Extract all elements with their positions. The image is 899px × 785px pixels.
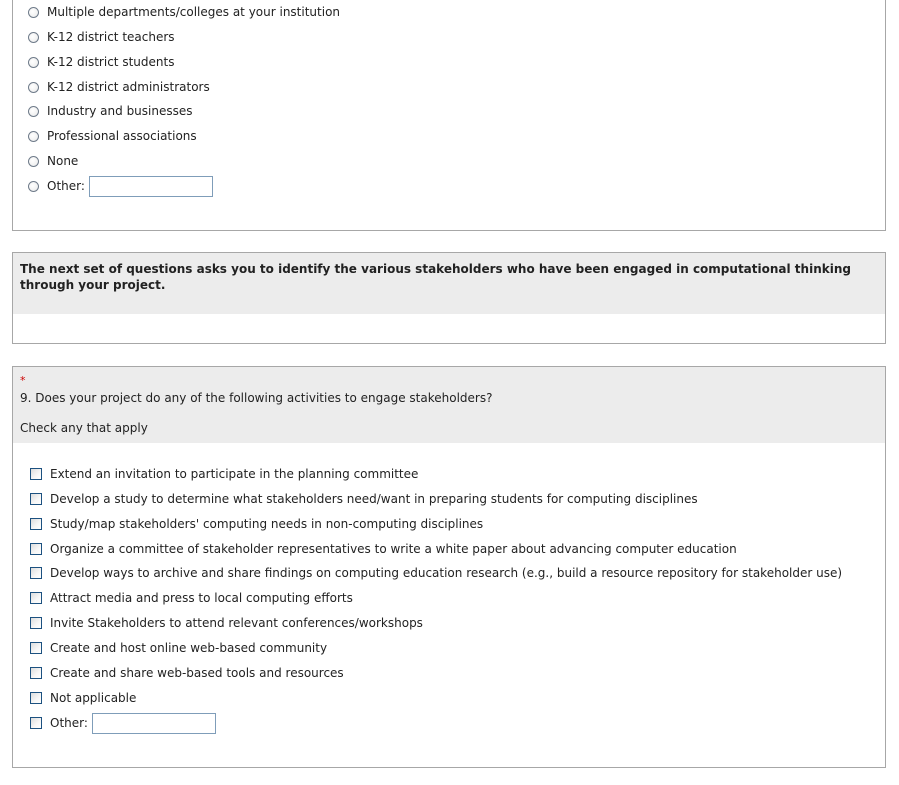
radio-option-k12-administrators[interactable] <box>28 77 210 97</box>
checkbox[interactable] <box>30 642 42 654</box>
checkbox-option-planning-committee[interactable] <box>30 464 418 484</box>
option-label: None <box>47 154 79 168</box>
radio-option-k12-teachers[interactable] <box>28 27 175 47</box>
option-label: Study/map stakeholders' computing needs in non-computing disciplines <box>50 517 484 531</box>
question-text: 9. Does your project do any of the following activities to engage stakeholders? <box>20 391 493 405</box>
checkbox[interactable] <box>30 592 42 604</box>
radio-button[interactable] <box>28 156 39 167</box>
checkbox-option-online-community[interactable] <box>30 638 327 658</box>
option-label: Develop a study to determine what stakeholders need/want in preparing students for computing disciplines <box>50 492 698 506</box>
checkbox-option-archive-findings[interactable] <box>30 563 842 583</box>
radio-button[interactable] <box>28 181 39 192</box>
section-intro-panel <box>12 252 886 344</box>
checkbox[interactable] <box>30 518 42 530</box>
option-label: Industry and businesses <box>47 104 193 118</box>
checkbox[interactable] <box>30 692 42 704</box>
option-label: Develop ways to archive and share findings on computing education research (e.g., build a resource repository for stakeholder use) <box>50 566 843 580</box>
checkbox[interactable] <box>30 567 42 579</box>
question-9-panel <box>12 366 886 768</box>
option-label: Multiple departments/colleges at your institution <box>47 5 341 19</box>
option-label: Extend an invitation to participate in the planning committee <box>50 467 419 481</box>
checkbox-option-web-tools[interactable] <box>30 663 344 683</box>
checkbox[interactable] <box>30 468 42 480</box>
checkbox-option-not-applicable[interactable] <box>30 688 136 708</box>
radio-button[interactable] <box>28 7 39 18</box>
option-label: Professional associations <box>47 129 197 143</box>
option-label: K-12 district teachers <box>47 30 175 44</box>
checkbox[interactable] <box>30 493 42 505</box>
option-label: Attract media and press to local computing efforts <box>50 591 353 605</box>
option-label: Other: <box>50 716 88 730</box>
required-marker: * <box>20 374 26 387</box>
checkbox-option-other[interactable] <box>30 713 216 733</box>
option-label: Not applicable <box>50 691 137 705</box>
option-label: K-12 district administrators <box>47 80 210 94</box>
checkbox-option-conferences[interactable] <box>30 613 423 633</box>
option-label: Organize a committee of stakeholder representatives to write a white paper about advancing computer education <box>50 542 737 556</box>
question-header <box>13 367 885 443</box>
radio-option-multiple-departments[interactable] <box>28 2 340 22</box>
radio-option-k12-students[interactable] <box>28 52 174 72</box>
radio-option-industry[interactable] <box>28 101 193 121</box>
checkbox-option-study-needs[interactable] <box>30 489 698 509</box>
option-label: K-12 district students <box>47 55 175 69</box>
other-text-input[interactable] <box>89 176 213 197</box>
checkbox[interactable] <box>30 667 42 679</box>
checkbox-option-study-map[interactable] <box>30 514 483 534</box>
checkbox[interactable] <box>30 717 42 729</box>
previous-question-panel <box>12 0 886 231</box>
question-instruction: Check any that apply <box>20 421 148 435</box>
radio-button[interactable] <box>28 82 39 93</box>
intro-text: The next set of questions asks you to identify the various stakeholders who have been engaged in computational thinking through your project. <box>20 262 851 292</box>
option-label: Create and host online web-based community <box>50 641 328 655</box>
radio-button[interactable] <box>28 57 39 68</box>
radio-option-none[interactable] <box>28 151 78 171</box>
checkbox-option-media-press[interactable] <box>30 588 353 608</box>
other-text-input[interactable] <box>92 713 216 734</box>
checkbox-option-white-paper[interactable] <box>30 539 737 559</box>
radio-button[interactable] <box>28 131 39 142</box>
radio-button[interactable] <box>28 106 39 117</box>
option-label: Create and share web-based tools and resources <box>50 666 344 680</box>
intro-header <box>13 253 885 314</box>
option-label: Other: <box>47 179 85 193</box>
radio-button[interactable] <box>28 32 39 43</box>
radio-option-professional-associations[interactable] <box>28 126 197 146</box>
checkbox[interactable] <box>30 617 42 629</box>
radio-option-other[interactable] <box>28 176 213 196</box>
checkbox[interactable] <box>30 543 42 555</box>
option-label: Invite Stakeholders to attend relevant conferences/workshops <box>50 616 423 630</box>
